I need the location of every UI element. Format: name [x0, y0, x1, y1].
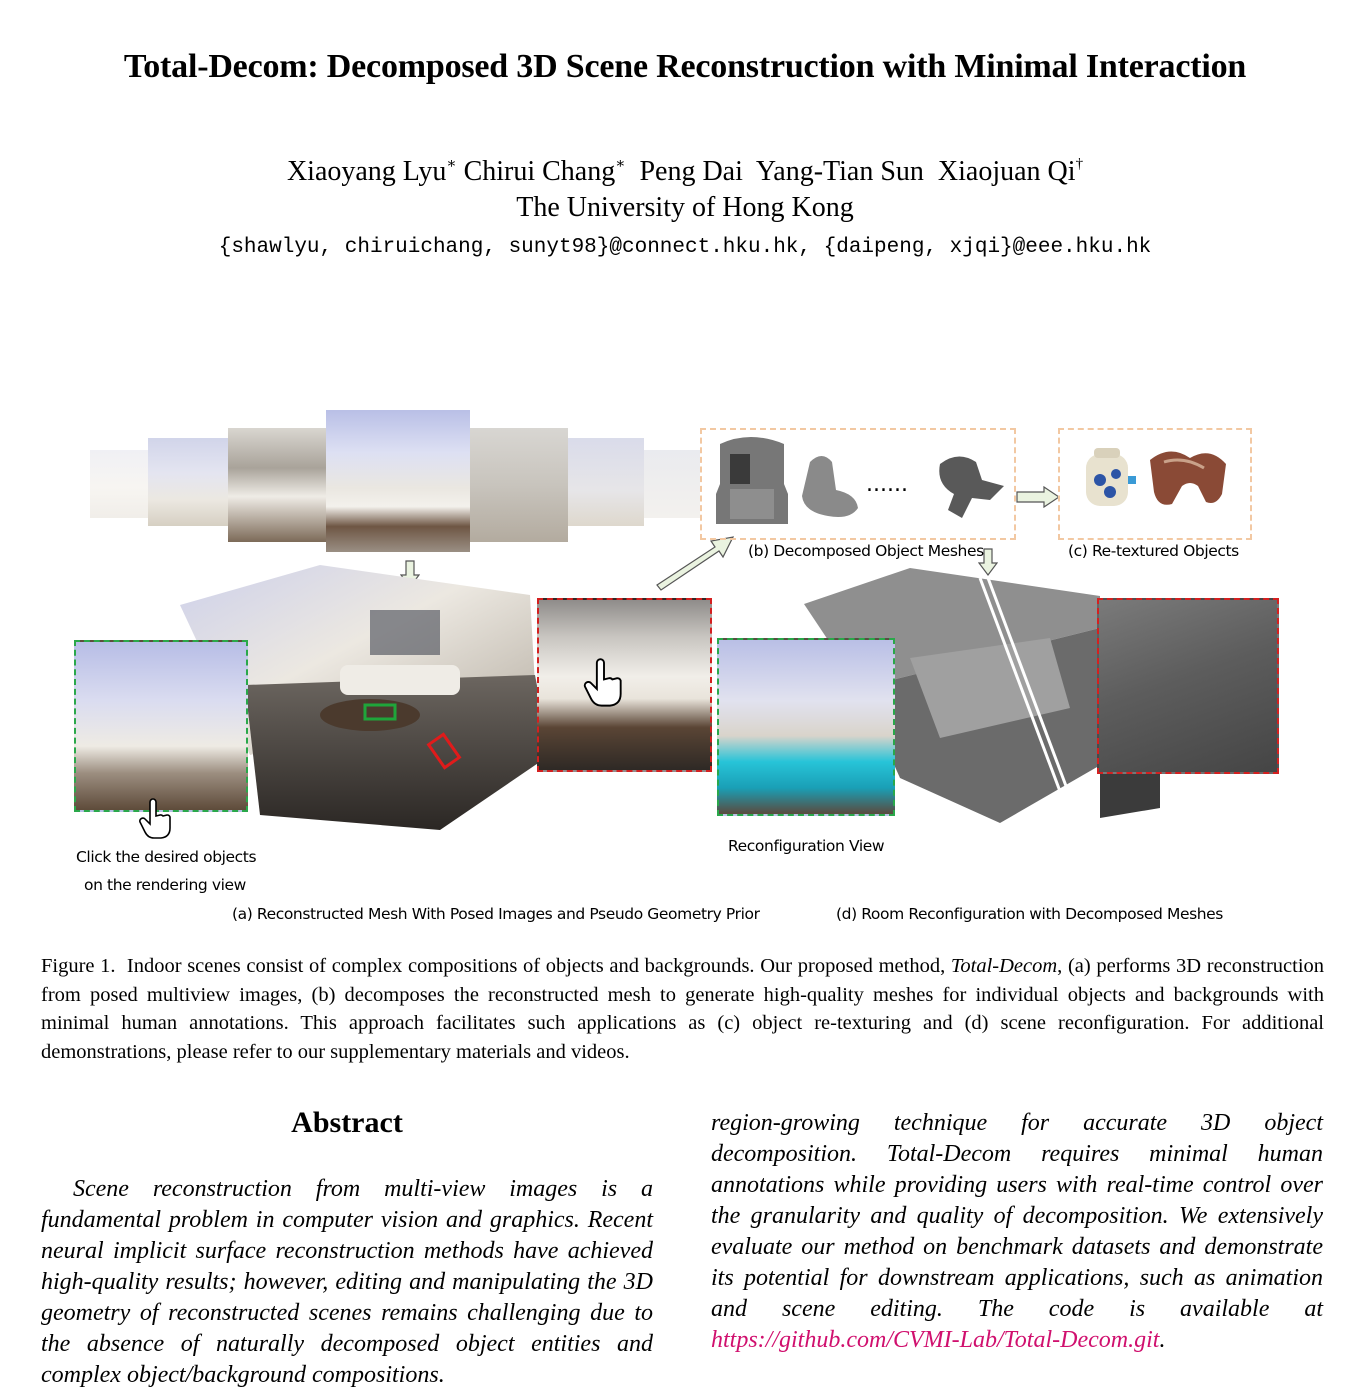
- object-mesh: [800, 452, 862, 522]
- ellipsis: ......: [866, 472, 908, 497]
- click-instruction-line2: on the rendering view: [84, 876, 246, 894]
- posed-image: [326, 410, 470, 552]
- figure-1: [0, 400, 1370, 940]
- paper-title: Total-Decom: Decomposed 3D Scene Reconstruction with Minimal Interaction: [123, 48, 1247, 85]
- abstract-right-column: [711, 1108, 1323, 1356]
- reconfiguration-view: [717, 638, 895, 816]
- figure-caption: [41, 952, 1324, 1066]
- object-mesh: [932, 452, 1008, 522]
- label-reconfiguration-view: Reconfiguration View: [728, 837, 885, 855]
- author-emails: {shawlyu, chiruichang, sunyt98}@connect.hku.hk, {daipeng, xjqi}@eee.hku.hk: [218, 236, 1152, 259]
- label-reconstructed-mesh: (a) Reconstructed Mesh With Posed Images and Pseudo Geometry Prior: [232, 905, 760, 923]
- posed-image: [568, 438, 644, 526]
- hand-pointer-icon: [138, 798, 174, 840]
- retextured-object: [1144, 446, 1230, 516]
- author-mark: ∗: [446, 156, 457, 172]
- rendering-view: [74, 640, 248, 812]
- retextured-object: [1080, 444, 1140, 512]
- label-room-reconfiguration: (d) Room Reconfiguration with Decomposed Meshes: [836, 905, 1223, 923]
- posed-image: [470, 428, 568, 542]
- object-mesh: [712, 434, 792, 529]
- abstract-text: region-growing technique for accurate 3D object decomposition. Total-Decom requires minimal human annotations while providing users with real-time control over the granularity and quality of decomposition. We extensively evaluate our method on benchmark datasets and demonstrate its potential for downstream applications, such as animation and scene editing. The code is available at: [711, 1110, 1323, 1322]
- caption-text: , (a) performs 3D reconstruction from posed multiview images, (b) decomposes the reconstructed mesh to generate high-quality meshes for individual objects and backgrounds with minimal human annotations. This approach facilitates such applications as (c) object re-texturing and (d) scene reconfiguration. For additional demonstrations, please refer to our supplementary materials and videos.: [41, 955, 1325, 1063]
- posed-image: [644, 450, 700, 518]
- arrow-up-right-icon: [655, 535, 735, 593]
- author-name: Yang-Tian Sun: [755, 156, 924, 187]
- abstract-period: .: [1159, 1327, 1166, 1353]
- code-link[interactable]: https://github.com/CVMI-Lab/Total-Decom.git: [711, 1327, 1160, 1353]
- click-instruction-line1: Click the desired objects: [76, 848, 257, 866]
- hand-pointer-icon: [582, 658, 626, 708]
- caption-text: Indoor scenes consist of complex compositions of objects and backgrounds. Our proposed method,: [126, 955, 946, 977]
- reconfigured-detail-view: [1097, 598, 1279, 774]
- author-list: [0, 154, 1370, 188]
- label-decomposed-meshes: (b) Decomposed Object Meshes: [748, 542, 984, 560]
- arrow-right-icon: [1016, 486, 1060, 508]
- author-mark: †: [1075, 156, 1084, 172]
- posed-image: [90, 450, 148, 518]
- author-name: Chirui Chang: [463, 156, 616, 187]
- caption-lead: Figure 1.: [41, 955, 116, 977]
- posed-image: [228, 428, 326, 542]
- posed-image: [148, 438, 228, 526]
- caption-method-name: Total-Decom: [950, 955, 1058, 977]
- abstract-left-column: Scene reconstruction from multi-view images is a fundamental problem in computer vision and graphics. Recent neural implicit surface reconstruction methods have achieved high-quality results; however, editing and manipulating the 3D geometry of reconstructed scenes remains challenging due to the absence of naturally decomposed object entities and complex object/background compositions.: [41, 1176, 653, 1388]
- author-mark: ∗: [615, 156, 626, 172]
- label-retextured-objects: (c) Re-textured Objects: [1068, 542, 1239, 560]
- author-name: Xiaojuan Qi: [937, 156, 1076, 187]
- author-name: Peng Dai: [639, 156, 743, 187]
- abstract-heading: Abstract: [291, 1106, 403, 1139]
- author-name: Xiaoyang Lyu: [286, 156, 447, 187]
- affiliation: The University of Hong Kong: [516, 192, 854, 223]
